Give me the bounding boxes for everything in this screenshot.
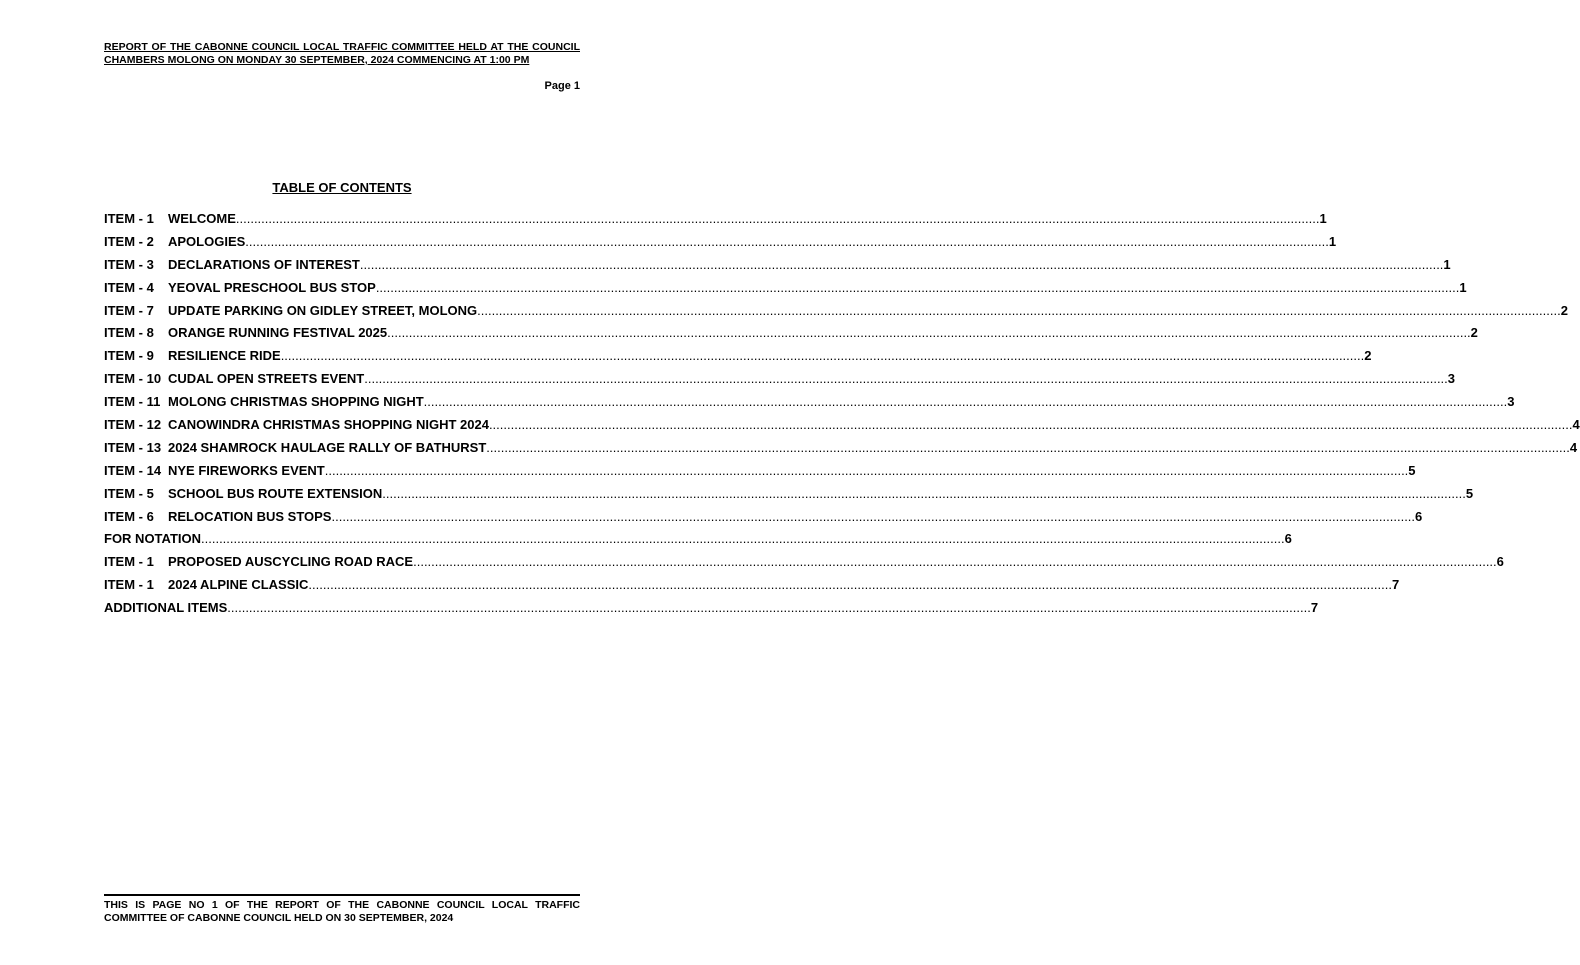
toc-item-number: ITEM - 1: [104, 577, 154, 593]
toc-item-title: APOLOGIES: [168, 233, 246, 249]
toc-dot-leader: ............................................................................................................................................................................................................................................................................................................: [324, 462, 1409, 478]
toc-item-number: ITEM - 4: [104, 279, 154, 295]
toc-dot-leader: ............................................................................................................................................................................................................................................................................................................: [387, 325, 1471, 341]
toc-item-number: ITEM - 2: [104, 233, 154, 249]
toc-page-number: 2: [1364, 348, 1372, 364]
toc-item-title: CANOWINDRA CHRISTMAS SHOPPING NIGHT 2024: [168, 417, 489, 433]
toc-item-title: UPDATE PARKING ON GIDLEY STREET, MOLONG: [168, 302, 478, 318]
toc-entry[interactable]: [104, 394, 1515, 417]
toc-page-number: 4: [1569, 439, 1578, 455]
report-header-title: REPORT OF THE CABONNE COUNCIL LOCAL TRAFFIC COMMITTEE HELD AT THE COUNCIL CHAMBERS MOLONG ON MONDAY 30 SEPTEMBER, 2024 COMMENCING AT 1:00 PM: [104, 41, 580, 66]
toc-entry[interactable]: [104, 531, 1292, 554]
toc-page-number: 6: [1496, 554, 1504, 570]
toc-item-number: ITEM - 7: [104, 302, 154, 318]
toc-page-number: 5: [1408, 462, 1416, 478]
toc-entry[interactable]: [104, 600, 1319, 623]
toc-entry[interactable]: [104, 279, 1467, 303]
toc-item-title: 2024 ALPINE CLASSIC: [168, 577, 309, 593]
toc-item-number: ITEM - 5: [104, 485, 154, 501]
toc-entry[interactable]: [104, 485, 1474, 509]
toc-dot-leader: ............................................................................................................................................................................................................................................................................................................: [423, 394, 1508, 410]
toc-entry[interactable]: [104, 348, 1372, 371]
footer-divider: [104, 894, 580, 896]
toc-item-title: NYE FIREWORKS EVENT: [168, 462, 325, 478]
toc-dot-leader: ............................................................................................................................................................................................................................................................................................................: [375, 279, 1460, 295]
toc-page-number: 1: [1319, 211, 1327, 226]
toc-item-title: RELOCATION BUS STOPS: [168, 508, 332, 524]
toc-item-title: YEOVAL PRESCHOOL BUS STOP: [168, 279, 376, 295]
toc-dot-leader: ............................................................................................................................................................................................................................................................................................................: [201, 531, 1285, 547]
toc-entry[interactable]: [104, 325, 1478, 348]
toc-entry[interactable]: [104, 371, 1456, 394]
toc-item-title: PROPOSED AUSCYCLING ROAD RACE: [168, 554, 414, 570]
toc-entry[interactable]: [104, 233, 1337, 257]
toc-dot-leader: ............................................................................................................................................................................................................................................................................................................: [245, 233, 1329, 249]
toc-dot-leader: ............................................................................................................................................................................................................................................................................................................: [486, 439, 1570, 455]
toc-dot-leader: ............................................................................................................................................................................................................................................................................................................: [331, 508, 1416, 524]
toc-page-number: 2: [1470, 325, 1478, 341]
toc-entry[interactable]: [104, 256, 1451, 280]
toc-entry[interactable]: [104, 462, 1416, 486]
toc-dot-leader: ............................................................................................................................................................................................................................................................................................................: [477, 302, 1561, 318]
toc-entry[interactable]: [104, 554, 1504, 577]
toc-dot-leader: ............................................................................................................................................................................................................................................................................................................: [413, 554, 1497, 570]
toc-dot-leader: ............................................................................................................................................................................................................................................................................................................: [227, 600, 1311, 616]
toc-page-number: 7: [1310, 600, 1319, 616]
toc-entry[interactable]: [104, 439, 1578, 463]
footer-text: THIS IS PAGE NO 1 OF THE REPORT OF THE CABONNE COUNCIL LOCAL TRAFFIC COMMITTEE OF CABONNE COUNCIL HELD ON 30 SEPTEMBER, 2024: [104, 899, 580, 924]
toc-item-title: RESILIENCE RIDE: [168, 348, 281, 364]
toc-item-title: ORANGE RUNNING FESTIVAL 2025: [168, 325, 388, 341]
toc-dot-leader: ............................................................................................................................................................................................................................................................................................................: [280, 348, 1365, 364]
toc-item-number: ITEM - 11: [104, 394, 161, 410]
toc-item-title: WELCOME: [168, 211, 236, 226]
toc-page-number: 7: [1391, 577, 1400, 593]
toc-item-number: ITEM - 13: [104, 439, 162, 455]
toc-item-number: ITEM - 3: [104, 256, 154, 272]
toc-page-number: 3: [1507, 394, 1515, 410]
toc-page-number: 6: [1284, 531, 1292, 547]
toc-entry[interactable]: [104, 508, 1423, 532]
page-number: Page 1: [544, 80, 580, 92]
toc-page-number: 1: [1443, 256, 1451, 272]
toc-page-number: 6: [1415, 508, 1423, 524]
toc-dot-leader: ............................................................................................................................................................................................................................................................................................................: [488, 417, 1573, 433]
toc-dot-leader: ............................................................................................................................................................................................................................................................................................................: [364, 371, 1448, 387]
toc-item-number: ITEM - 1: [104, 211, 154, 226]
toc-item-title: CUDAL OPEN STREETS EVENT: [168, 371, 365, 387]
toc-entry[interactable]: [104, 577, 1400, 600]
toc-list: [104, 211, 1580, 623]
toc-item-title: 2024 SHAMROCK HAULAGE RALLY OF BATHURST: [168, 439, 487, 455]
toc-dot-leader: ............................................................................................................................................................................................................................................................................................................: [308, 577, 1392, 593]
toc-entry[interactable]: [104, 302, 1568, 326]
toc-dot-leader: ............................................................................................................................................................................................................................................................................................................: [359, 256, 1444, 272]
toc-page-number: 3: [1447, 371, 1456, 387]
toc-page-number: 1: [1328, 233, 1337, 249]
toc-item-title: MOLONG CHRISTMAS SHOPPING NIGHT: [168, 394, 424, 410]
toc-dot-leader: ............................................................................................................................................................................................................................................................................................................: [235, 211, 1320, 226]
toc-item-title: DECLARATIONS OF INTEREST: [168, 256, 360, 272]
toc-page-number: 2: [1560, 302, 1568, 318]
toc-item-number: ITEM - 9: [104, 348, 154, 364]
toc-heading: TABLE OF CONTENTS: [272, 180, 412, 195]
toc-item-title: ADDITIONAL ITEMS: [104, 600, 228, 616]
toc-item-number: ITEM - 6: [104, 508, 154, 524]
toc-item-number: ITEM - 1: [104, 554, 154, 570]
toc-item-number: ITEM - 8: [104, 325, 154, 341]
toc-page-number: 4: [1572, 417, 1580, 433]
toc-page-number: 1: [1459, 279, 1467, 295]
toc-item-number: ITEM - 12: [104, 417, 162, 433]
toc-dot-leader: ............................................................................................................................................................................................................................................................................................................: [382, 485, 1466, 501]
toc-item-title: FOR NOTATION: [104, 531, 202, 547]
toc-item-number: ITEM - 14: [104, 462, 162, 478]
toc-item-number: ITEM - 10: [104, 371, 162, 387]
toc-item-title: SCHOOL BUS ROUTE EXTENSION: [168, 485, 383, 501]
toc-entry[interactable]: [104, 211, 1327, 234]
toc-page-number: 5: [1465, 485, 1474, 501]
toc-entry[interactable]: [104, 417, 1580, 440]
